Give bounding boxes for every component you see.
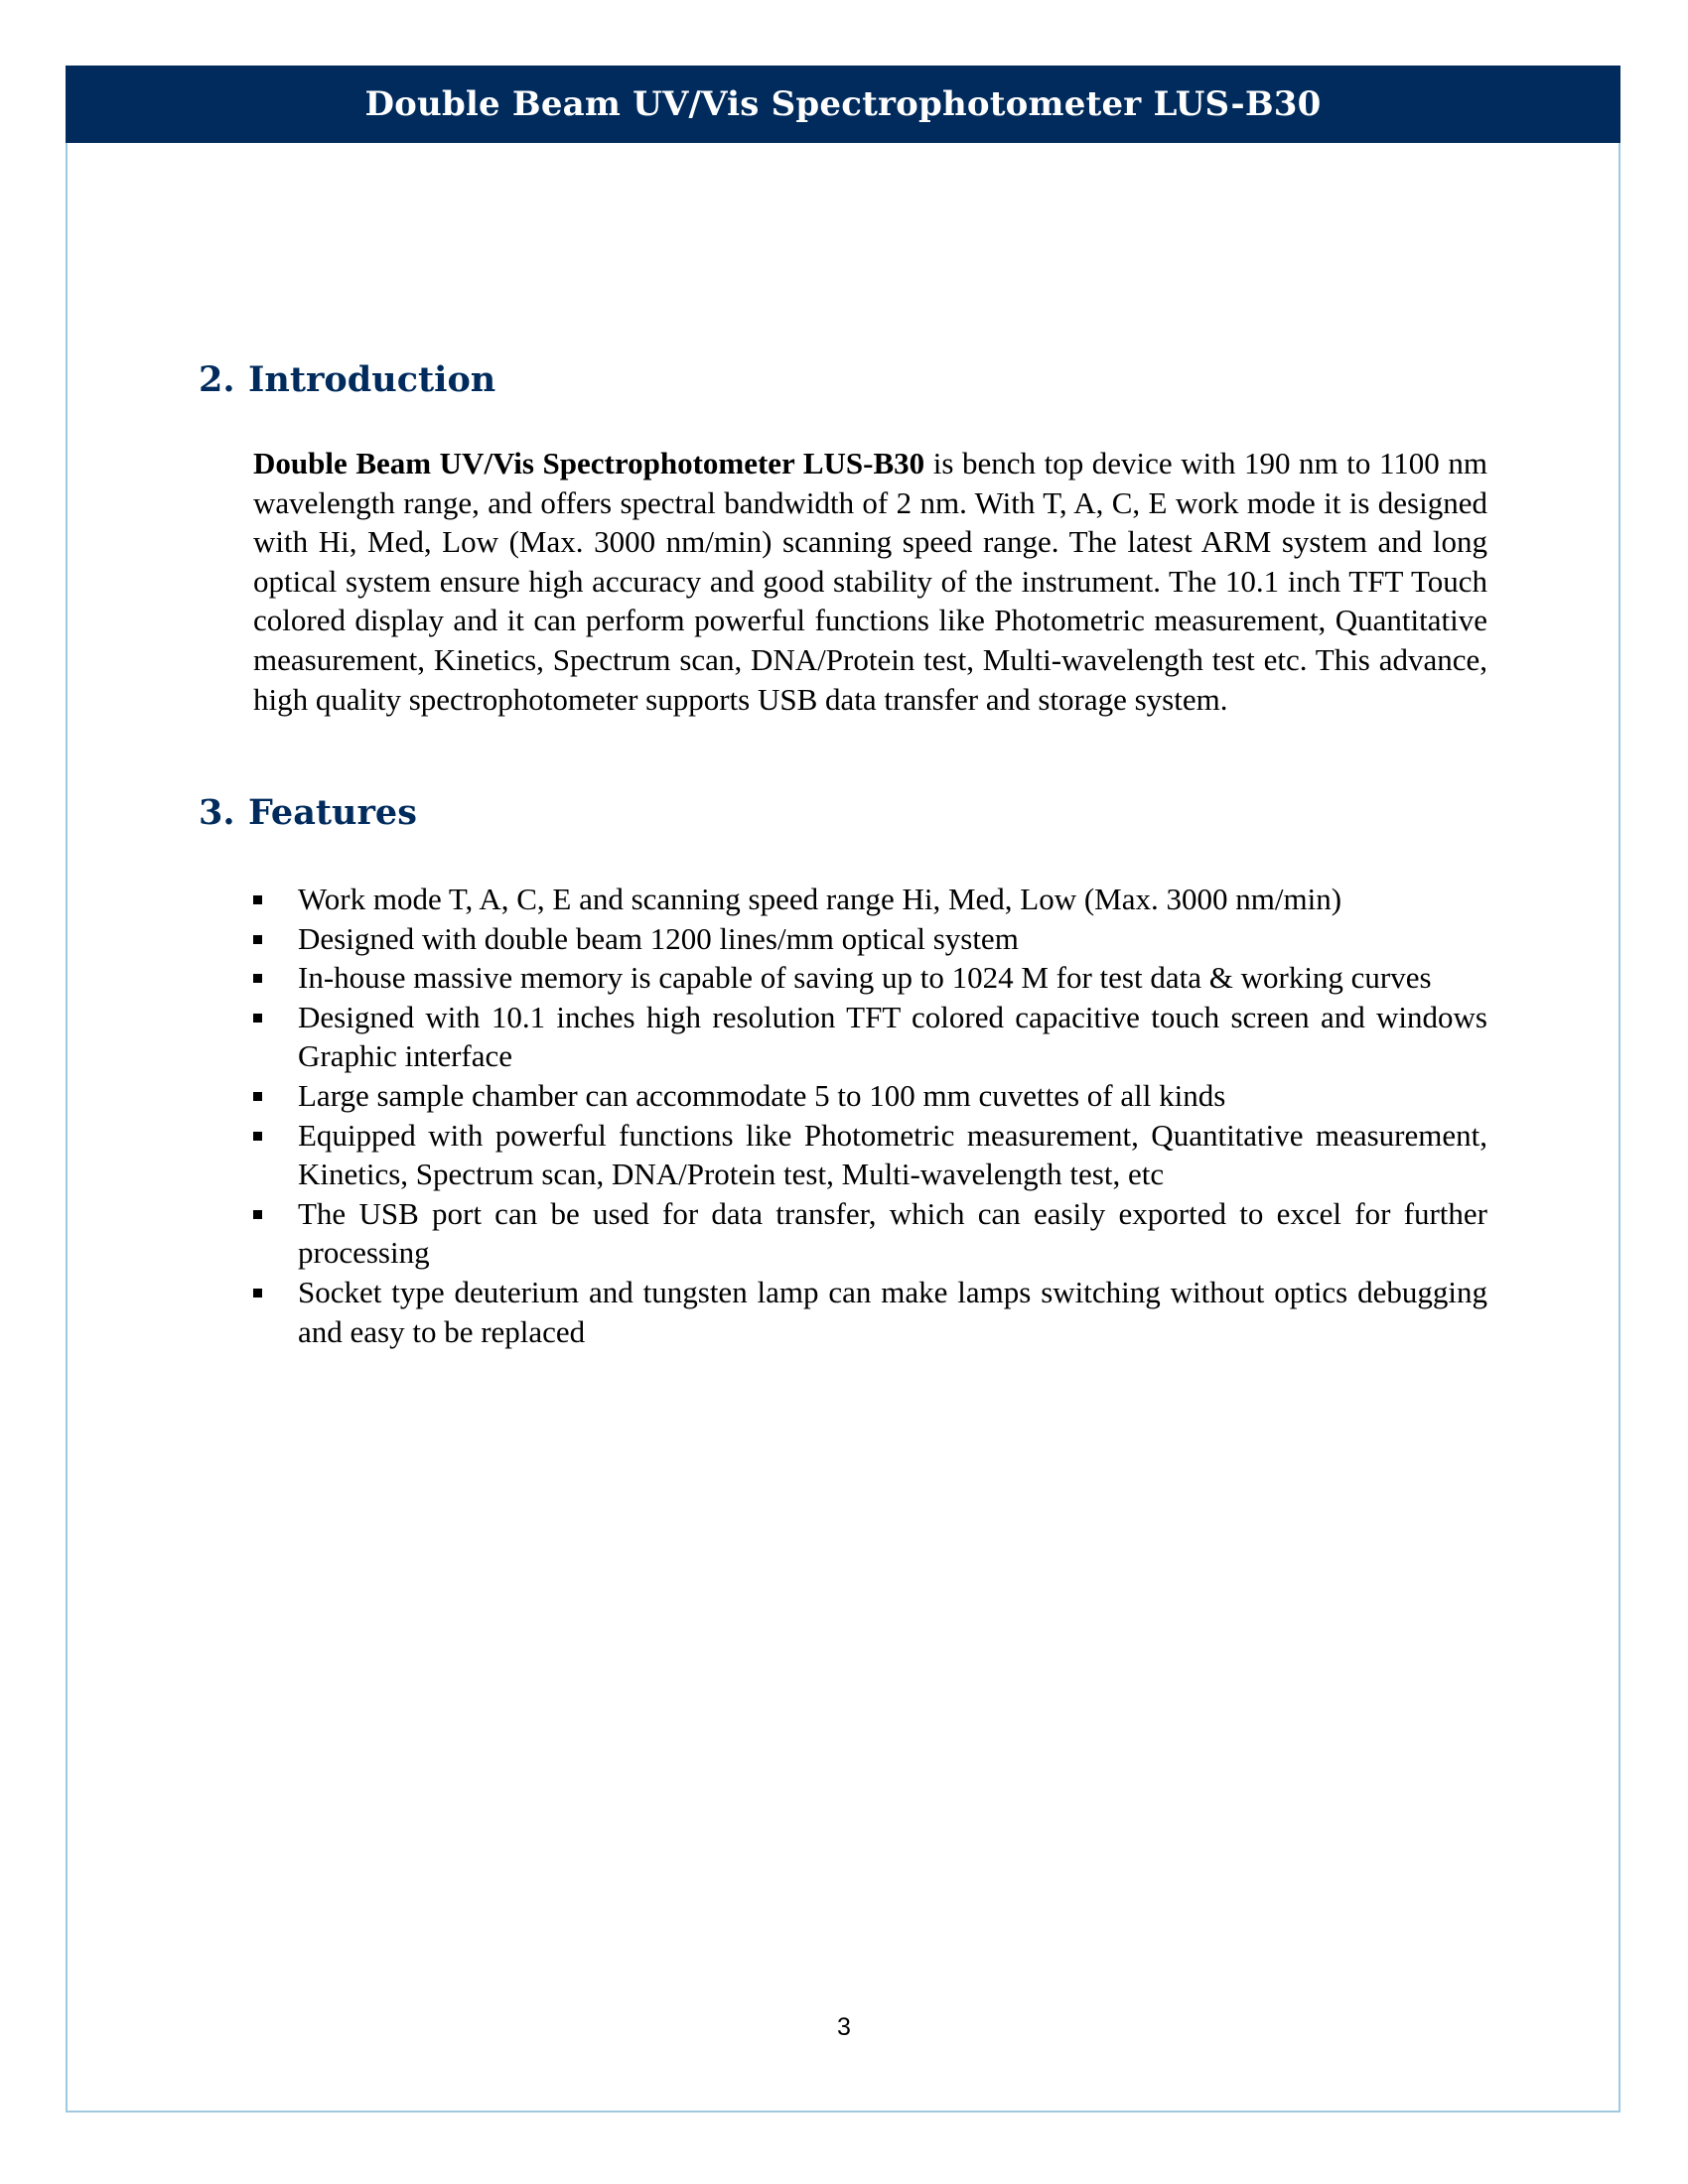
square-bullet-icon [253, 1014, 262, 1023]
feature-item [253, 998, 1487, 1076]
square-bullet-icon [253, 1092, 262, 1101]
feature-item-text: Designed with 10.1 inches high resolution TFT colored capacitive touch screen and windows Graphic interface [298, 999, 1487, 1074]
feature-item-text: Work mode T, A, C, E and scanning speed range Hi, Med, Low (Max. 3000 nm/min) [298, 882, 1342, 916]
feature-item-text: In-house massive memory is capable of saving up to 1024 M for test data & working curves [298, 960, 1432, 996]
feature-item-text: Large sample chamber can accommodate 5 to 100 mm cuvettes of all kinds [298, 1077, 1226, 1113]
feature-item-text: Socket type deuterium and tungsten lamp can make lamps switching without optics debugging and easy to be replaced [298, 1274, 1487, 1349]
introduction-section-number: 2. [199, 359, 235, 400]
features-heading [199, 792, 417, 833]
features-list [253, 880, 1487, 1351]
feature-item [253, 919, 1487, 959]
feature-item [253, 958, 1487, 998]
features-section-title: Features [248, 792, 417, 833]
feature-item-text: Equipped with powerful functions like Photometric measurement, Quantitative measurement, Kinetics, Spectrum scan, DNA/Protein test, Multi-wavelength test, etc [298, 1117, 1487, 1192]
feature-item-text: The USB port can be used for data transfer, which can easily exported to excel for further processing [298, 1195, 1487, 1271]
feature-item [253, 1194, 1487, 1273]
introduction-body-text: is bench top device with 190 nm to 1100 nm wavelength range, and offers spectral bandwidth of 2 nm. With T, A, C, E work mode it is designed with Hi, Med, Low (Max. 3000 nm/min) scanning speed range. The latest ARM system and long optical system ensure high accuracy and good stability of the instrument. The 10.1 inch TFT Touch colored display and it can perform powerful functions like Photometric measurement, Quantitative measurement, Kinetics, Spectrum scan, DNA/Protein test, Multi-wavelength test etc. This advance, high quality spectrophotometer supports USB data transfer and storage system. [253, 446, 1487, 717]
features-section-number: 3. [199, 792, 235, 833]
feature-item [253, 1076, 1487, 1116]
page-number: 3 [837, 2013, 851, 2041]
feature-item [253, 1116, 1487, 1194]
square-bullet-icon [253, 1289, 262, 1297]
square-bullet-icon [253, 1210, 262, 1219]
introduction-section-title: Introduction [248, 359, 496, 400]
title-banner [66, 66, 1620, 143]
square-bullet-icon [253, 974, 262, 983]
document-title: Double Beam UV/Vis Spectrophotometer LUS-B30 [364, 84, 1322, 124]
square-bullet-icon [253, 895, 262, 904]
introduction-paragraph [253, 444, 1487, 719]
introduction-lead-product-name: Double Beam UV/Vis Spectrophotometer LUS-B30 [253, 446, 925, 480]
square-bullet-icon [253, 1132, 262, 1141]
feature-item [253, 1273, 1487, 1351]
feature-item [253, 880, 1487, 919]
feature-item-text: Designed with double beam 1200 lines/mm optical system [298, 920, 1019, 956]
square-bullet-icon [253, 935, 262, 944]
introduction-heading [199, 359, 495, 400]
